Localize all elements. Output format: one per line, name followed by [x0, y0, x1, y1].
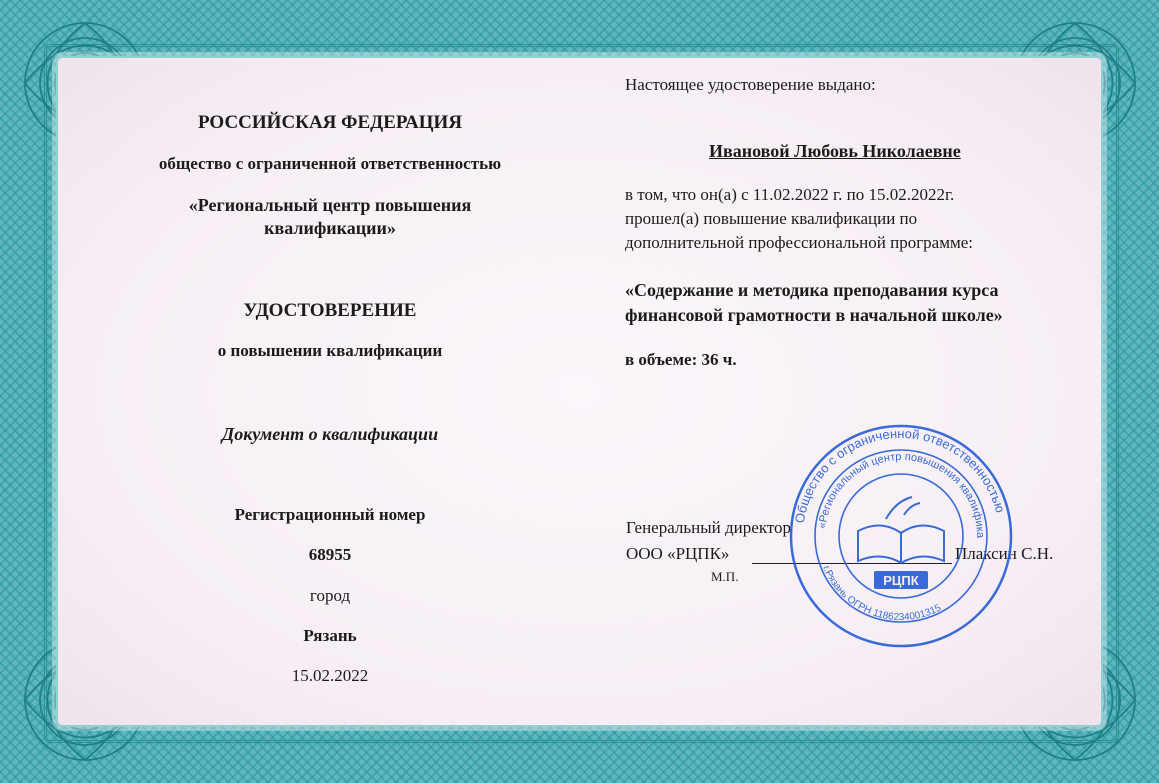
program-name-line2: финансовой грамотности в начальной школе»: [625, 305, 1003, 325]
reg-number: 68955: [308, 545, 352, 564]
seal-outer-text: Общество с ограниченной ответственностью: [791, 425, 1009, 525]
director-org: ООО «РЦПК»: [626, 544, 730, 563]
country-title: РОССИЙСКАЯ ФЕДЕРАЦИЯ: [197, 112, 463, 133]
program-name-line1: «Содержание и методика преподавания курса: [625, 280, 999, 300]
seal-place-label: М.П.: [711, 569, 739, 584]
director-title: Генеральный директор: [626, 518, 792, 537]
org-name-line1: «Региональный центр повышения: [188, 195, 472, 215]
program-volume: в объеме: 36 ч.: [625, 350, 737, 369]
org-type: общество с ограниченной ответственностью: [158, 154, 502, 173]
recipient-name: Ивановой Любовь Николаевне: [709, 141, 961, 161]
doc-subtitle: о повышении квалификации: [217, 341, 443, 360]
issue-date: 15.02.2022: [291, 666, 369, 685]
book-icon: [858, 497, 944, 563]
city-label: город: [309, 586, 351, 605]
completion-line: прошел(а) повышение квалификации по: [625, 209, 918, 228]
org-name-line2: квалификации»: [264, 218, 396, 238]
seal-abbr: РЦПК: [883, 573, 919, 588]
organization-seal: [786, 421, 1016, 651]
doc-title: УДОСТОВЕРЕНИЕ: [243, 300, 417, 321]
program-type-line: дополнительной профессиональной программе:: [625, 233, 974, 252]
doc-kind: Документ о квалификации: [221, 424, 439, 444]
seal-inner-text: «Региональный центр повышения квалифика: [816, 450, 987, 539]
period-line: в том, что он(а) с 11.02.2022 г. по 15.02.2022г.: [625, 185, 955, 204]
director-name: Плаксин С.Н.: [955, 544, 1054, 563]
city: Рязань: [303, 626, 357, 645]
reg-label: Регистрационный номер: [234, 505, 426, 524]
issued-to-label: Настоящее удостоверение выдано:: [625, 75, 876, 94]
seal-bottom-text: г.Рязань ОГРН 1186234001315: [820, 564, 943, 624]
